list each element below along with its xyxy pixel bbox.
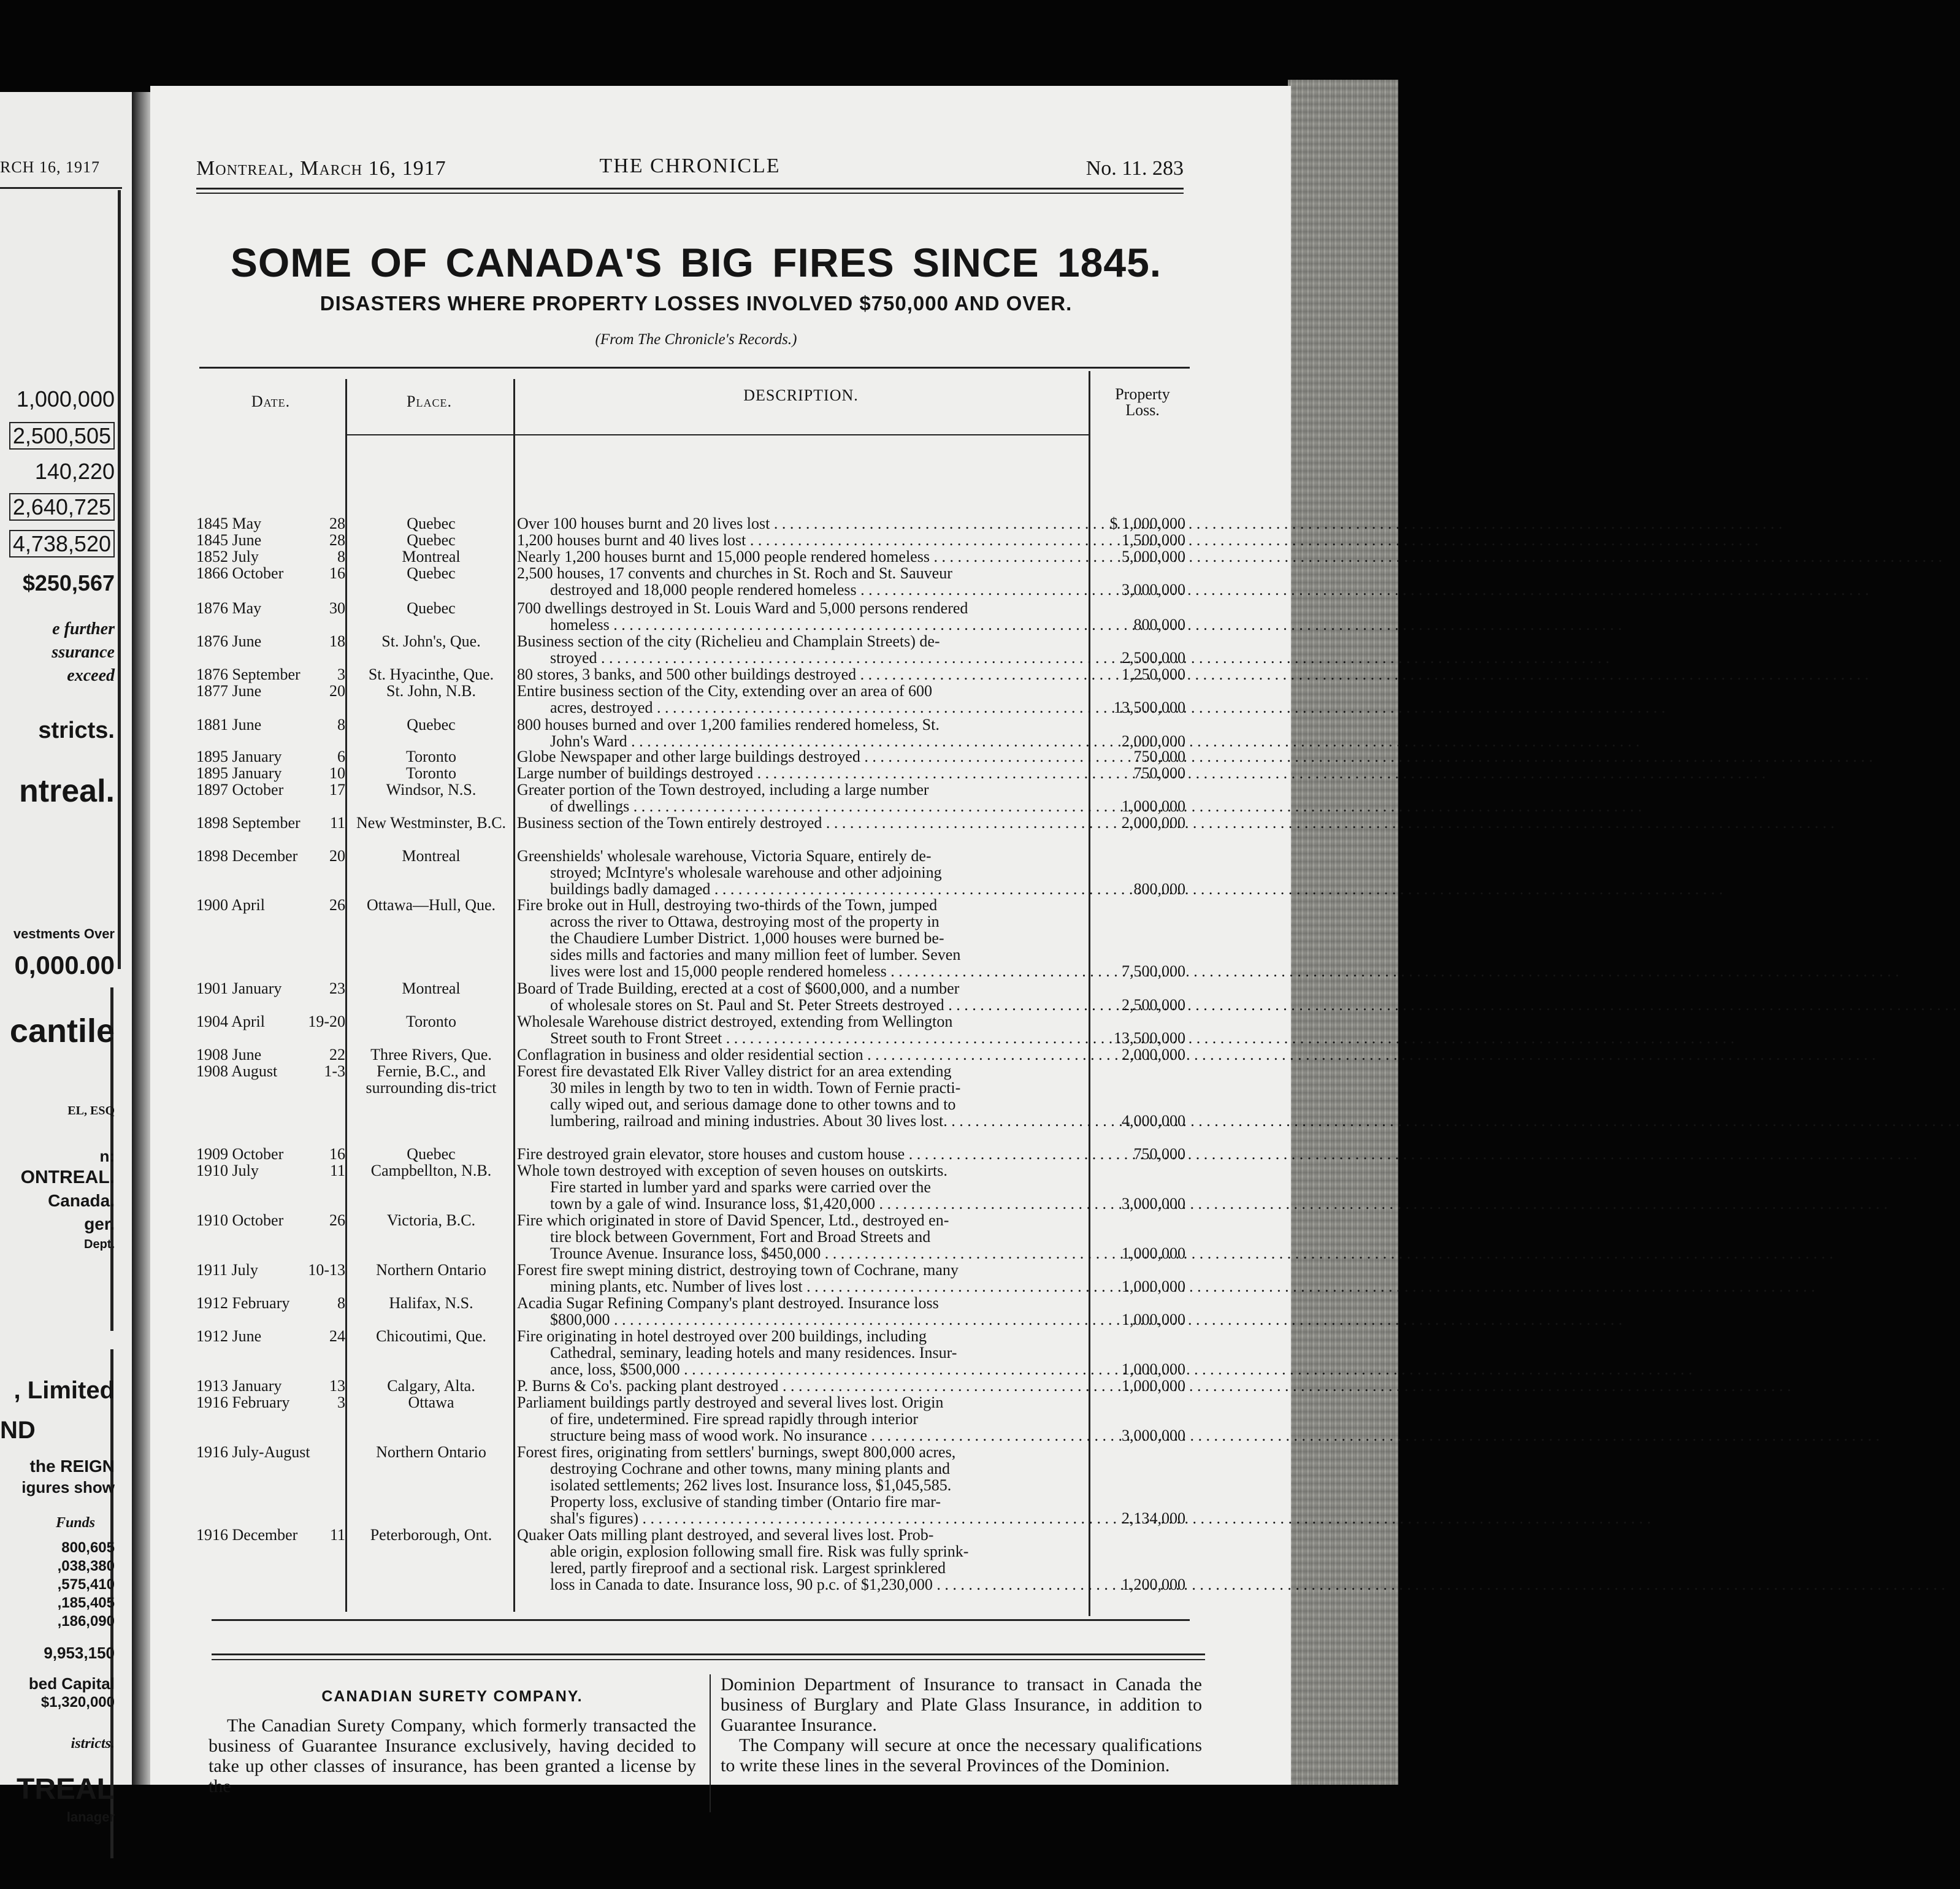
row-property-loss: 1,000,000 [1122, 1360, 1185, 1378]
row-place: Quebec [407, 599, 456, 617]
description-line: 30 miles in length by two to ten in width. Town of Fernie practi- [550, 1079, 961, 1097]
previous-page-figure: 140,220 [34, 459, 115, 484]
description-line: homeless . . . [517, 616, 1087, 633]
row-description [517, 1328, 1087, 1377]
previous-page-text: cantile [9, 1013, 115, 1049]
description-line: Street south to Front Street . . . [517, 1030, 1087, 1046]
row-property-loss: 1,000,000 [1122, 797, 1185, 815]
column-header-description: DESCRIPTION. [743, 386, 859, 404]
article-paragraph: Dominion Department of Insurance to transact in Canada the business of Burglary and Plate Glass Insurance, in addition to Guarantee Insurance. [721, 1674, 1202, 1735]
row-date: 1913 January [196, 1377, 282, 1395]
column-header-property-loss: Property Loss. [1115, 385, 1170, 419]
row-place: Toronto [406, 748, 456, 765]
previous-page-text: exceed [67, 666, 115, 685]
row-place: St. John, N.B. [386, 682, 476, 700]
row-property-loss: 1,000,000 [1122, 1244, 1185, 1262]
row-place: Montreal [402, 847, 461, 865]
column-header-date: Date. [251, 393, 291, 410]
row-property-loss: 1,500,000 [1122, 531, 1185, 549]
header-place-date: Montreal, March 16, 1917 [196, 157, 446, 180]
row-place: Northern Ontario [376, 1443, 486, 1461]
previous-page-strip [0, 92, 132, 1825]
row-date: 1901 January [196, 979, 282, 997]
row-property-loss: 2,000,000 [1122, 814, 1185, 832]
row-property-loss: 800,000 [1133, 616, 1185, 634]
description-line: P. Burns & Co's. packing plant destroyed . . . [517, 1377, 1087, 1394]
section-separator [212, 1653, 1205, 1655]
description-line: stroyed . . . [517, 649, 1087, 666]
description-line: shal's figures) . . . [517, 1510, 1087, 1527]
previous-page-text: ntreal. [18, 773, 115, 809]
description-line: $800,000 . . . [517, 1311, 1087, 1328]
row-place: Quebec [407, 564, 456, 582]
description-line: Business section of the city (Richelieu and Champlain Streets) de- [517, 632, 940, 650]
row-description [517, 515, 1087, 532]
description-line: sides mills and factories and many million feet of lumber. Seven [550, 946, 961, 964]
description-line: across the river to Ottawa, destroying most of the property in [550, 913, 940, 930]
row-description [517, 980, 1087, 1013]
row-date: 1845 June [196, 531, 262, 549]
description-line: Greenshields' wholesale warehouse, Victoria Square, entirely de- [517, 847, 932, 865]
header-publication-title: THE CHRONICLE [599, 155, 781, 177]
row-date: 1876 May [196, 599, 262, 617]
row-property-loss: 1,000,000 [1122, 1278, 1185, 1295]
row-description [517, 1013, 1087, 1046]
previous-page-text: 0,000.00 [14, 951, 115, 979]
previous-page-text: e further [52, 619, 115, 638]
description-line: Globe Newspaper and other large buildings destroyed . . . [517, 748, 1087, 765]
row-day: 8 [337, 548, 345, 565]
row-description [517, 1527, 1087, 1593]
row-place: New Westminster, B.C. [356, 814, 507, 832]
row-description [517, 781, 1087, 814]
row-day: 1-3 [324, 1062, 345, 1080]
row-day: 3 [337, 665, 345, 683]
source-note: (From The Chronicle's Records.) [595, 331, 797, 348]
row-date: 1911 July [196, 1261, 258, 1279]
description-line: mining plants, etc. Number of lives lost . . . [517, 1278, 1087, 1295]
row-date: 1908 June [196, 1046, 262, 1063]
previous-page-box-edge [118, 190, 121, 969]
description-line: Forest fire swept mining district, destroying town of Cochrane, many [517, 1261, 959, 1279]
description-line: the Chaudiere Lumber District. 1,000 houses were burned be- [550, 929, 944, 947]
description-line: 80 stores, 3 banks, and 500 other buildings destroyed . . . [517, 666, 1087, 683]
row-date: 1898 September [196, 814, 301, 832]
description-line: able origin, explosion following small fire. Risk was fully sprink- [550, 1542, 969, 1560]
row-description [517, 897, 1087, 979]
row-date: 1916 July-August [196, 1443, 310, 1461]
description-line: Fire which originated in store of David Spencer, Ltd., destroyed en- [517, 1211, 949, 1229]
article-paragraph: The Canadian Surety Company, which formerly transacted the business of Guarantee Insurance exclusively, having decided to take up other classes of insurance, has been granted a license by the [209, 1715, 696, 1796]
row-property-loss: 7,500,000 [1122, 962, 1185, 980]
row-description [517, 1262, 1087, 1295]
description-line: Trounce Avenue. Insurance loss, $450,000 . . . [517, 1245, 1087, 1262]
article-right-column [721, 1674, 1202, 1776]
row-place: Toronto [406, 764, 456, 782]
description-line: 800 houses burned and over 1,200 families rendered homeless, St. [517, 716, 940, 734]
row-property-loss: 2,000,000 [1122, 1046, 1185, 1063]
row-place: Quebec [407, 716, 456, 734]
row-date: 1895 January [196, 748, 282, 765]
row-place: Campbellton, N.B. [370, 1162, 492, 1179]
row-date: 1904 April [196, 1013, 265, 1030]
row-place: Quebec [407, 515, 456, 532]
row-property-loss: 1,000,000 [1122, 1377, 1185, 1395]
row-property-loss: 4,000,000 [1122, 1112, 1185, 1130]
description-line: 700 dwellings destroyed in St. Louis Ward and 5,000 persons rendered [517, 599, 968, 617]
row-description [517, 765, 1087, 781]
description-line: town by a gale of wind. Insurance loss, $1,420,000 . . . [517, 1195, 1087, 1212]
row-day: 10-13 [308, 1261, 345, 1279]
row-day: 11 [329, 814, 345, 832]
row-property-loss: 800,000 [1133, 880, 1185, 898]
description-line: destroying Cochrane and other towns, many mining plants and [550, 1460, 951, 1477]
description-line: ance, loss, $500,000 . . . [517, 1361, 1087, 1377]
row-day: 16 [329, 1145, 345, 1163]
previous-page-text: , Limited [13, 1377, 115, 1404]
row-description [517, 1212, 1087, 1262]
previous-page-text: Funds [55, 1515, 95, 1531]
row-date: 1876 September [196, 665, 301, 683]
article-title: SOME OF CANADA'S BIG FIRES SINCE 1845. [230, 240, 1162, 285]
row-day: 19-20 [308, 1013, 345, 1030]
previous-page-figure: 1,000,000 [16, 386, 115, 412]
row-property-loss: 2,500,000 [1122, 649, 1185, 667]
previous-page-text: igures show [21, 1478, 115, 1496]
description-line: Board of Trade Building, erected at a cost of $600,000, and a number [517, 979, 960, 997]
row-description [517, 548, 1087, 565]
previous-page-header: RCH 16, 1917 [0, 158, 100, 176]
row-date: 1866 October [196, 564, 284, 582]
row-day: 16 [329, 564, 345, 582]
previous-page-text: the REIGN [29, 1457, 115, 1476]
row-date: 1900 April [196, 896, 265, 914]
description-line: 1,200 houses burnt and 40 lives lost . . . [517, 532, 1087, 548]
row-day: 17 [329, 781, 345, 799]
description-line: of dwellings . . . [517, 798, 1087, 814]
row-place: Quebec [407, 531, 456, 549]
description-line: of wholesale stores on St. Paul and St. Peter Streets destroyed . . . [517, 997, 1087, 1013]
description-line: acres, destroyed . . . [517, 699, 1087, 716]
section-separator [212, 1659, 1205, 1660]
previous-page-rule [0, 187, 122, 189]
description-line: destroyed and 18,000 people rendered homeless . . . [517, 581, 1087, 598]
previous-page-text: 800,605 [61, 1539, 115, 1556]
row-place: Quebec [407, 1145, 456, 1163]
row-property-loss: 3,000,000 [1122, 1427, 1185, 1444]
row-day: 26 [329, 896, 345, 914]
row-description [517, 748, 1087, 765]
header-rule [345, 434, 1089, 435]
row-day: 24 [329, 1327, 345, 1345]
row-description [517, 1046, 1087, 1063]
row-place: St. Hyacinthe, Que. [368, 665, 494, 683]
header-issue-page: No. 11. 283 [1085, 157, 1184, 180]
row-property-loss: 2,134,000 [1122, 1509, 1185, 1527]
previous-page-text: ,575,410 [57, 1576, 115, 1593]
row-place: Halifax, N.S. [389, 1294, 473, 1312]
description-line: Property loss, exclusive of standing timber (Ontario fire mar- [550, 1493, 941, 1511]
description-line: Quaker Oats milling plant destroyed, and several lives lost. Prob- [517, 1526, 934, 1544]
row-place: Toronto [406, 1013, 456, 1030]
row-date: 1912 June [196, 1327, 262, 1345]
row-date: 1909 October [196, 1145, 284, 1163]
article-heading: CANADIAN SURETY COMPANY. [321, 1688, 583, 1705]
description-line: Forest fires, originating from settlers' burnings, swept 800,000 acres, [517, 1443, 956, 1461]
article-left-column [209, 1674, 696, 1796]
row-place: Windsor, N.S. [386, 781, 477, 799]
description-line: Nearly 1,200 houses burnt and 15,000 people rendered homeless . . . [517, 548, 1087, 565]
row-day: 11 [329, 1162, 345, 1179]
journal-page [150, 86, 1291, 1796]
column-divider [710, 1674, 711, 1812]
row-place: Chicoutimi, Que. [376, 1327, 486, 1345]
running-header [196, 152, 1184, 183]
row-day: 23 [329, 979, 345, 997]
previous-page-text: ger. [84, 1214, 115, 1233]
row-date: 1908 August [196, 1062, 278, 1080]
row-description [517, 1063, 1087, 1129]
previous-page-text: ,186,090 [57, 1613, 115, 1630]
previous-page-text: ,185,405 [57, 1595, 115, 1611]
row-place: Victoria, B.C. [386, 1211, 476, 1229]
header-rule [196, 188, 1184, 190]
row-description [517, 848, 1087, 897]
row-description [517, 532, 1087, 548]
description-line: Greater portion of the Town destroyed, including a large number [517, 781, 929, 799]
row-day: 8 [337, 716, 345, 734]
row-place: Ottawa—Hull, Que. [366, 896, 496, 914]
row-place: Calgary, Alta. [387, 1377, 475, 1395]
row-property-loss: 750,000 [1133, 764, 1185, 782]
description-line: Fire started in lumber yard and sparks were carried over the [550, 1178, 931, 1196]
description-line: Fire originating in hotel destroyed over 200 buildings, including [517, 1327, 927, 1345]
previous-page-text: ,038,380 [57, 1558, 115, 1574]
table-bottom-rule [212, 1619, 1190, 1621]
previous-page-text: Canada. [48, 1191, 115, 1210]
previous-page-text: ONTREAL. [20, 1167, 115, 1187]
row-description [517, 814, 1087, 831]
description-line: cally wiped out, and serious damage done to other towns and to [550, 1095, 956, 1113]
description-line: Wholesale Warehouse district destroyed, extending from Wellington [517, 1013, 953, 1030]
row-day: 6 [337, 748, 345, 765]
row-date: 1852 July [196, 548, 259, 565]
description-line: Over 100 houses burnt and 20 lives lost . . . [517, 515, 1087, 532]
row-date: 1895 January [196, 764, 282, 782]
previous-page-text: ssurance [52, 643, 115, 662]
previous-page-figure: 2,640,725 [9, 494, 115, 520]
row-day: 20 [329, 847, 345, 865]
row-description [517, 1162, 1087, 1212]
article-paragraph: The Company will secure at once the necessary qualifications to write these lines in the several Provinces of the Dominion. [721, 1735, 1202, 1776]
description-line: 2,500 houses, 17 convents and churches in St. Roch and St. Sauveur [517, 564, 952, 582]
description-line: structure being mass of wood work. No insurance . . . [517, 1427, 1087, 1444]
row-date: 1897 October [196, 781, 284, 799]
row-day: 8 [337, 1294, 345, 1312]
column-divider [345, 379, 347, 1612]
row-date: 1876 June [196, 632, 262, 650]
row-place: St. John's, Que. [381, 632, 481, 650]
description-line: Conflagration in business and older residential section . . . [517, 1046, 1087, 1063]
description-line: lered, partly fireproof and a sectional risk. Largest sprinklered [550, 1559, 946, 1577]
row-day: 20 [329, 682, 345, 700]
description-line: loss in Canada to date. Insurance loss, 90 p.c. of $1,230,000 . . . [517, 1576, 1087, 1593]
previous-page-text: Dept. [84, 1238, 115, 1251]
description-line: lumbering, railroad and mining industries. About 30 lives lost. . . . [517, 1113, 1087, 1129]
row-day: 11 [329, 1526, 345, 1544]
description-line: Cathedral, seminary, leading hotels and many residences. Insur- [550, 1344, 957, 1362]
row-day: 10 [329, 764, 345, 782]
row-date: 1910 July [196, 1162, 259, 1179]
row-place: Montreal [402, 548, 461, 565]
description-line: Business section of the Town entirely destroyed . . . [517, 814, 1087, 831]
description-line: Entire business section of the City, extending over an area of 600 [517, 682, 933, 700]
description-line: Acadia Sugar Refining Company's plant destroyed. Insurance loss [517, 1294, 939, 1312]
previous-page-figure: 2,500,505 [9, 423, 115, 449]
previous-page-text: bed Capital [28, 1674, 115, 1693]
row-description [517, 600, 1087, 633]
row-property-loss: 1,200,000 [1122, 1576, 1185, 1593]
row-date: 1845 May [196, 515, 262, 532]
description-line: Whole town destroyed with exception of seven houses on outskirts. [517, 1162, 947, 1179]
row-day: 22 [329, 1046, 345, 1063]
row-property-loss: 2,500,000 [1122, 996, 1185, 1014]
table-top-rule [199, 367, 1190, 369]
row-description [517, 633, 1087, 666]
row-date: 1910 October [196, 1211, 284, 1229]
previous-page-text: EL, ESQ [67, 1104, 115, 1117]
description-line: Large number of buildings destroyed . . . [517, 765, 1087, 781]
row-property-loss: 1,000,000 [1122, 1311, 1185, 1328]
row-day: 26 [329, 1211, 345, 1229]
row-place: Three Rivers, Que. [370, 1046, 492, 1063]
row-day: 28 [329, 531, 345, 549]
row-date: 1877 June [196, 682, 262, 700]
row-description [517, 666, 1087, 683]
row-place: Peterborough, Ont. [370, 1526, 492, 1544]
row-date: 1898 December [196, 847, 298, 865]
row-place: Northern Ontario [376, 1261, 486, 1279]
row-day: 30 [329, 599, 345, 617]
description-line: tire block between Government, Fort and Broad Streets and [550, 1228, 931, 1246]
row-date: 1881 June [196, 716, 262, 734]
previous-page-text: 9,953,150 [44, 1644, 115, 1662]
header-rule [196, 193, 1184, 194]
description-line: of fire, undetermined. Fire spread rapidly through interior [550, 1410, 918, 1428]
row-place: Fernie, B.C., and surrounding dis-trict [366, 1062, 497, 1097]
row-description [517, 1377, 1087, 1394]
description-line: Forest fire devastated Elk River Valley district for an area extending [517, 1062, 952, 1080]
row-property-loss: 3,000,000 [1122, 581, 1185, 599]
book-page-edges [1288, 80, 1398, 1785]
description-line: isolated settlements; 262 lives lost. Insurance loss, $1,045,585. [550, 1476, 952, 1494]
row-description [517, 1146, 1087, 1162]
previous-page-text: ND [0, 1417, 36, 1444]
previous-page-text: istricts. [71, 1736, 115, 1752]
row-description [517, 1394, 1087, 1444]
row-date: 1916 December [196, 1526, 298, 1544]
description-line: lives were lost and 15,000 people rendered homeless . . . [517, 963, 1087, 979]
row-day: 28 [329, 515, 345, 532]
row-property-loss: 2,000,000 [1122, 732, 1185, 750]
row-property-loss: $ 1,000,000 [1109, 515, 1185, 532]
previous-page-text: $1,320,000 [40, 1694, 115, 1711]
row-property-loss: 750,000 [1133, 1145, 1185, 1163]
row-day: 18 [329, 632, 345, 650]
row-property-loss: 3,000,000 [1122, 1195, 1185, 1213]
row-description [517, 1295, 1087, 1328]
row-property-loss: 1,250,000 [1122, 665, 1185, 683]
row-day: 3 [337, 1393, 345, 1411]
row-day: 13 [329, 1377, 345, 1395]
row-date: 1916 February [196, 1393, 290, 1411]
column-divider [513, 379, 515, 1612]
previous-page-figure: 4,738,520 [9, 531, 115, 557]
row-property-loss: 13,500,000 [1114, 699, 1185, 716]
previous-page-text: vestments Over [13, 926, 115, 941]
row-description [517, 565, 1087, 598]
previous-page-text: stricts. [38, 718, 115, 743]
column-header-place: Place. [407, 393, 452, 410]
row-description [517, 1444, 1087, 1527]
article-subtitle: DISASTERS WHERE PROPERTY LOSSES INVOLVED $750,000 AND OVER. [320, 292, 1073, 315]
description-line: Parliament buildings partly destroyed and several lives lost. Origin [517, 1393, 944, 1411]
previous-page-figure: $250,567 [22, 570, 115, 596]
row-place: Ottawa [408, 1393, 454, 1411]
description-line: buildings badly damaged . . . [517, 881, 1087, 897]
description-line: Fire broke out in Hull, destroying two-thirds of the Town, jumped [517, 896, 938, 914]
row-description [517, 716, 1087, 749]
row-place: Montreal [402, 979, 461, 997]
row-property-loss: 750,000 [1133, 748, 1185, 765]
description-line: Fire destroyed grain elevator, store houses and custom house . . . [517, 1146, 1087, 1162]
previous-page-text: lanager [66, 1809, 115, 1825]
description-line: John's Ward . . . [517, 733, 1087, 749]
previous-page-text: TREAL [17, 1773, 115, 1806]
row-description [517, 683, 1087, 716]
row-property-loss: 5,000,000 [1122, 548, 1185, 565]
row-property-loss: 13,500,000 [1114, 1029, 1185, 1047]
description-line: stroyed; McIntyre's wholesale warehouse and other adjoining [550, 864, 942, 881]
previous-page-text: n: [99, 1147, 115, 1165]
row-date: 1912 February [196, 1294, 290, 1312]
